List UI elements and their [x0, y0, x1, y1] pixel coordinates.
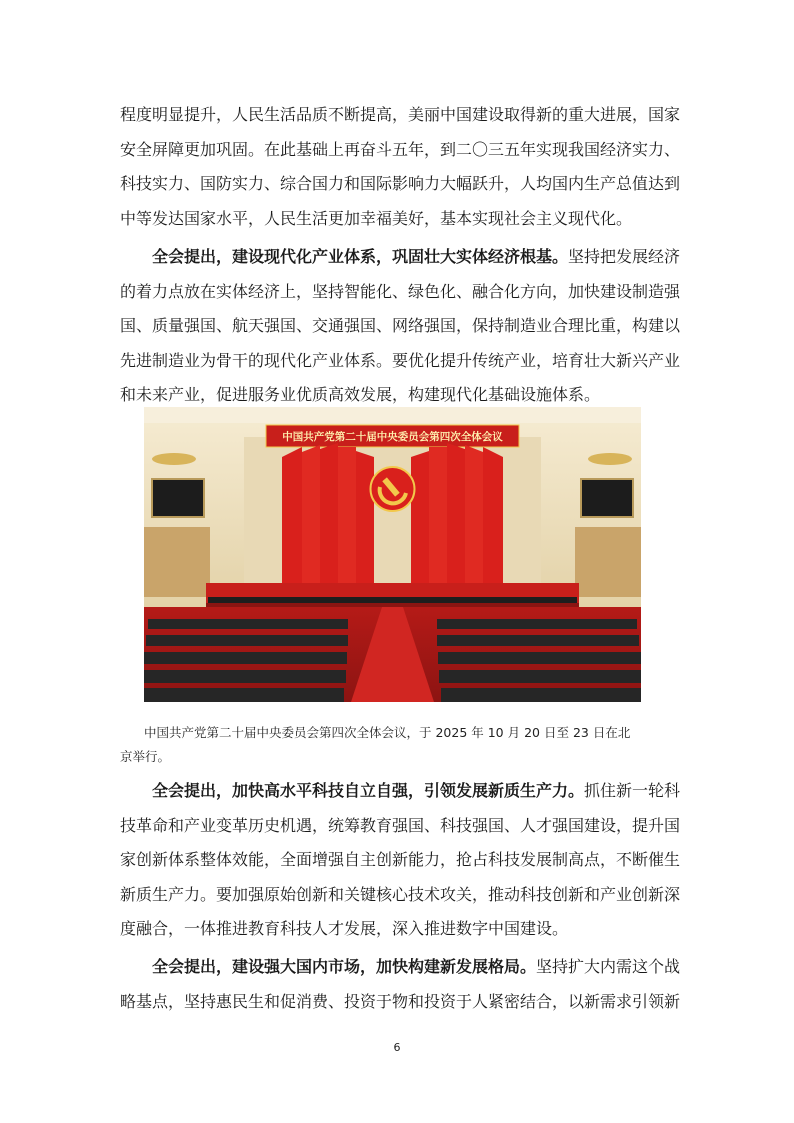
- text-line: 家创新体系整体效能，全面增强自主创新能力，抢占科技发展制高点，不断催生: [120, 850, 681, 869]
- text-run: 抓住新一轮科: [584, 781, 681, 800]
- text-line-first: [120, 774, 681, 809]
- paragraph-lead: 全会提出，建设强大国内市场，加快构建新发展格局。: [152, 957, 537, 976]
- page-number: 6: [393, 1041, 401, 1054]
- right-flags: [411, 443, 503, 585]
- paragraph-4: [120, 950, 681, 1019]
- banner-text: 中国共产党第二十届中央委员会第四次全体会议: [282, 431, 503, 443]
- rostrum-edge: [206, 603, 579, 607]
- text-line: 新质生产力。要加强原始创新和关键核心技术攻关，推动科技创新和产业创新深: [120, 884, 681, 904]
- text-line: 国、质量强国、航天强国、交通强国、网络强国，保持制造业合理比重，构建以: [120, 316, 681, 335]
- text-line: 程度明显提升，人民生活品质不断提高，美丽中国建设取得新的重大进展，国家: [120, 105, 681, 124]
- hall-ceiling: [144, 407, 641, 423]
- left-flags: [282, 443, 374, 585]
- text-line-first: [120, 950, 681, 985]
- text-line: 中等发达国家水平，人民生活更加幸福美好，基本实现社会主义现代化。: [120, 208, 633, 228]
- right-wood-panel: [575, 527, 641, 597]
- photo-caption: [120, 721, 676, 769]
- paragraph-2: [120, 240, 681, 413]
- rostrum-people: [208, 597, 577, 603]
- left-ornament: [152, 453, 196, 465]
- left-wood-panel: [144, 527, 210, 597]
- right-screen: [581, 479, 633, 517]
- caption-line: 京举行。: [120, 749, 171, 764]
- left-screen: [152, 479, 204, 517]
- text-line: 和未来产业，促进服务业优质高效发展，构建现代化基础设施体系。: [120, 385, 601, 404]
- text-line: 先进制造业为骨干的现代化产业体系。要优化提升传统产业，培育壮大新兴产业: [120, 350, 681, 370]
- text-line: 安全屏障更加巩固。在此基础上再奋斗五年，到二〇三五年实现我国经济实力、: [120, 139, 681, 159]
- text-line-first: [120, 240, 681, 275]
- text-line: 度融合，一体推进教育科技人才发展，深入推进数字中国建设。: [120, 919, 569, 938]
- text-line: 科技实力、国防实力、综合国力和国际影响力大幅跃升，人均国内生产总值达到: [120, 174, 681, 193]
- paragraph-lead: 全会提出，建设现代化产业体系，巩固壮大实体经济根基。: [152, 247, 569, 266]
- text-line: 技革命和产业变革历史机遇，统筹教育强国、科技强国、人才强国建设，提升国: [120, 815, 681, 835]
- text-line: 略基点，坚持惠民生和促消费、投资于物和投资于人紧密结合，以新需求引领新: [120, 991, 681, 1011]
- text-run: 坚持扩大内需这个战: [536, 957, 681, 976]
- paragraph-lead: 全会提出，加快高水平科技自立自强，引领发展新质生产力。: [152, 781, 585, 800]
- text-run: 坚持把发展经济: [568, 247, 681, 266]
- right-ornament: [588, 453, 632, 465]
- plenary-session-photo: [144, 407, 641, 702]
- paragraph-1: [120, 98, 681, 236]
- caption-line: 中国共产党第二十届中央委员会第四次全体会议，于 2025 年 10 月 20 日至 23 日在北: [144, 725, 631, 740]
- text-line: 的着力点放在实体经济上，坚持智能化、绿色化、融合化方向，加快建设制造强: [120, 281, 681, 301]
- paragraph-3: [120, 774, 681, 947]
